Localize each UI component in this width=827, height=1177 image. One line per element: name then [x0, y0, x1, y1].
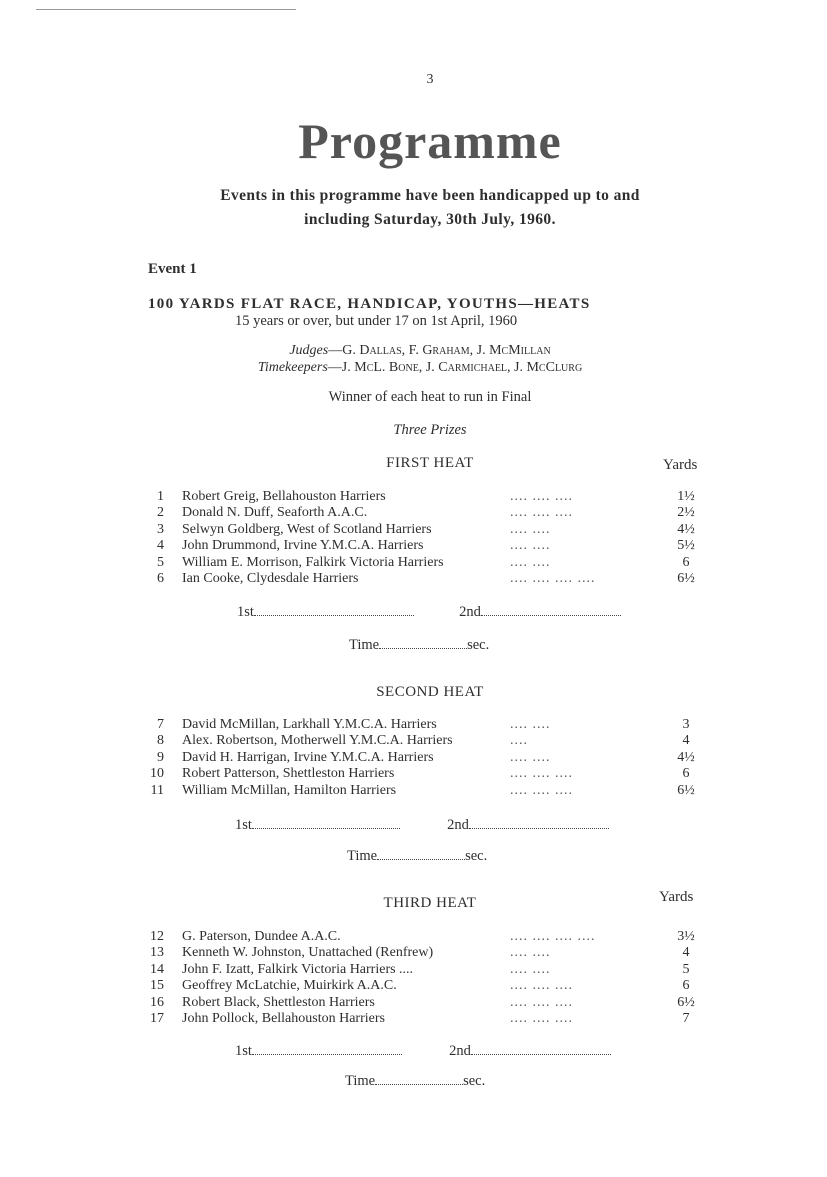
second-place-blank	[469, 816, 609, 829]
entry-yards: 6	[682, 978, 690, 994]
entry-leader-dots: .... .... ....	[510, 766, 573, 782]
entry-row	[142, 766, 702, 782]
heat-heading-first: FIRST HEAT	[386, 455, 474, 471]
second-place-blank	[471, 1042, 611, 1055]
entry-row	[142, 733, 702, 749]
entry-number: 5	[157, 554, 164, 570]
entry-row	[142, 945, 702, 961]
first-place-label: 1st	[235, 817, 252, 833]
entry-name: Geoffrey McLatchie, Muirkirk A.A.C.	[182, 978, 397, 994]
second-place-label: 2nd	[447, 817, 469, 833]
time-label: Time	[349, 637, 380, 653]
top-rule	[36, 9, 296, 10]
judges-names: —G. Dallas, F. Graham, J. McMillan	[328, 343, 551, 358]
second-heat-time	[347, 847, 487, 865]
entry-leader-dots: .... ....	[510, 538, 551, 554]
entry-leader-dots: .... .... .... ....	[510, 929, 596, 944]
entry-number: 14	[150, 961, 164, 977]
entry-name: William McMillan, Hamilton Harriers	[182, 782, 397, 798]
entry-yards: 3½	[677, 929, 695, 944]
entry-name: Kenneth W. Johnston, Unattached (Renfrew)	[182, 945, 434, 961]
second-heat-placings	[235, 816, 609, 834]
officials	[160, 342, 680, 376]
entry-yards: 4½	[677, 521, 695, 537]
entry-row	[142, 717, 702, 733]
entry-number: 2	[157, 505, 164, 521]
third-heat-time	[345, 1072, 485, 1090]
entry-row	[142, 538, 702, 554]
intro-line-1: Events in this programme have been handicapped up to and	[220, 187, 640, 204]
heat-heading-third: THIRD HEAT	[383, 895, 477, 911]
time-blank	[377, 847, 465, 860]
entry-yards: 4½	[677, 749, 695, 765]
sec-label: sec.	[465, 848, 488, 864]
entry-yards: 6	[682, 554, 690, 570]
entry-yards: 2½	[677, 505, 695, 521]
first-place-blank	[252, 1042, 402, 1055]
page-number: 3	[426, 72, 434, 87]
sec-label: sec.	[467, 637, 490, 653]
yards-header-first: Yards	[663, 457, 698, 473]
entry-name: John Drummond, Irvine Y.M.C.A. Harriers	[182, 538, 424, 554]
entry-row	[142, 571, 702, 587]
entry-name: John Pollock, Bellahouston Harriers	[182, 1010, 385, 1026]
timekeepers-line	[160, 359, 680, 376]
sec-label: sec.	[463, 1073, 486, 1089]
entry-number: 7	[157, 717, 164, 732]
time-label: Time	[345, 1073, 376, 1089]
time-blank	[379, 636, 467, 649]
entry-name: William E. Morrison, Falkirk Victoria Harriers	[182, 554, 444, 570]
entry-leader-dots: .... .... ....	[510, 782, 573, 798]
second-place-label: 2nd	[449, 1043, 471, 1059]
entry-number: 10	[150, 766, 164, 782]
time-blank	[375, 1072, 463, 1085]
entry-row	[142, 929, 702, 945]
entry-name: John F. Izatt, Falkirk Victoria Harriers ....	[182, 961, 414, 977]
entry-yards: 4	[682, 945, 690, 961]
entry-row	[142, 522, 702, 538]
entry-yards: 5	[682, 961, 690, 977]
entry-row	[142, 505, 702, 521]
entry-leader-dots: .... .... ....	[510, 489, 573, 504]
entry-number: 16	[150, 994, 164, 1010]
winner-note: Winner of each heat to run in Final	[328, 389, 532, 405]
entry-number: 4	[157, 538, 164, 554]
entry-yards: 6	[682, 766, 690, 782]
entry-number: 11	[150, 782, 164, 798]
entry-row	[142, 995, 702, 1011]
event-title: 100 YARDS FLAT RACE, HANDICAP, YOUTHS—HEATS	[148, 296, 591, 312]
first-place-label: 1st	[237, 604, 254, 620]
entry-leader-dots: .... ....	[510, 717, 551, 732]
prizes-note: Three Prizes	[393, 422, 467, 438]
entry-leader-dots: .... .... ....	[510, 1010, 573, 1026]
entry-number: 15	[150, 978, 164, 994]
entry-name: Robert Patterson, Shettleston Harriers	[182, 766, 395, 782]
entry-leader-dots: .... ....	[510, 749, 551, 765]
intro-line-2: including Saturday, 30th July, 1960.	[304, 211, 556, 228]
entry-name: Ian Cooke, Clydesdale Harriers	[182, 570, 359, 586]
judges-line	[160, 342, 680, 359]
entry-yards: 4	[682, 733, 690, 749]
entry-number: 3	[157, 521, 164, 537]
heat-entries-second	[142, 717, 702, 799]
entry-number: 8	[157, 733, 164, 749]
entry-yards: 3	[682, 717, 690, 732]
entry-name: David H. Harrigan, Irvine Y.M.C.A. Harriers	[182, 749, 434, 765]
first-place-label: 1st	[235, 1043, 252, 1059]
entry-yards: 6½	[677, 994, 695, 1010]
entry-number: 6	[157, 570, 164, 586]
entry-number: 12	[150, 929, 164, 944]
third-heat-placings	[235, 1042, 611, 1060]
entry-name: Robert Greig, Bellahouston Harriers	[182, 489, 386, 504]
entry-leader-dots: .... ....	[510, 521, 551, 537]
entry-name: G. Paterson, Dundee A.A.C.	[182, 929, 341, 944]
entry-row	[142, 783, 702, 799]
entry-number: 9	[157, 749, 164, 765]
second-place-label: 2nd	[459, 604, 481, 620]
first-heat-placings	[237, 603, 621, 621]
entry-name: Robert Black, Shettleston Harriers	[182, 994, 375, 1010]
yards-header-third: Yards	[659, 889, 694, 905]
intro-text	[140, 184, 720, 232]
entry-yards: 6½	[677, 782, 695, 798]
entry-row	[142, 555, 702, 571]
entry-number: 13	[150, 945, 164, 961]
entry-number: 17	[150, 1010, 164, 1026]
entry-leader-dots: .... .... .... ....	[510, 570, 596, 586]
entry-leader-dots: ....	[510, 733, 528, 749]
entry-yards: 5½	[677, 538, 695, 554]
entry-number: 1	[157, 489, 164, 504]
heat-entries-third	[142, 929, 702, 1027]
entry-name: Donald N. Duff, Seaforth A.A.C.	[182, 505, 368, 521]
timekeepers-role: Timekeepers	[257, 360, 328, 375]
first-place-blank	[254, 603, 414, 616]
first-heat-time	[349, 636, 489, 654]
heat-heading-second: SECOND HEAT	[376, 684, 484, 700]
time-label: Time	[347, 848, 378, 864]
entry-yards: 6½	[677, 570, 695, 586]
heat-entries-first	[142, 489, 702, 587]
entry-name: David McMillan, Larkhall Y.M.C.A. Harriers	[182, 717, 437, 732]
entry-leader-dots: .... .... ....	[510, 505, 573, 521]
entry-leader-dots: .... .... ....	[510, 994, 573, 1010]
judges-role: Judges	[289, 343, 329, 358]
entry-leader-dots: .... ....	[510, 961, 551, 977]
event-label: Event 1	[148, 261, 197, 277]
eligibility-note: 15 years or over, but under 17 on 1st April, 1960	[235, 313, 518, 329]
entry-name: Selwyn Goldberg, West of Scotland Harriers	[182, 521, 432, 537]
entry-row	[142, 962, 702, 978]
entry-leader-dots: .... ....	[510, 945, 551, 961]
second-place-blank	[481, 603, 621, 616]
page-title: Programme	[298, 113, 562, 169]
timekeepers-names: —J. McL. Bone, J. Carmichael, J. McClurg	[327, 360, 583, 375]
entry-yards: 7	[682, 1010, 690, 1026]
entry-row	[142, 978, 702, 994]
entry-row	[142, 1011, 702, 1027]
first-place-blank	[252, 816, 400, 829]
entry-row	[142, 750, 702, 766]
entry-leader-dots: .... ....	[510, 554, 551, 570]
entry-yards: 1½	[677, 489, 695, 504]
entry-row	[142, 489, 702, 505]
entry-leader-dots: .... .... ....	[510, 978, 573, 994]
entry-name: Alex. Robertson, Motherwell Y.M.C.A. Harriers	[182, 733, 453, 749]
